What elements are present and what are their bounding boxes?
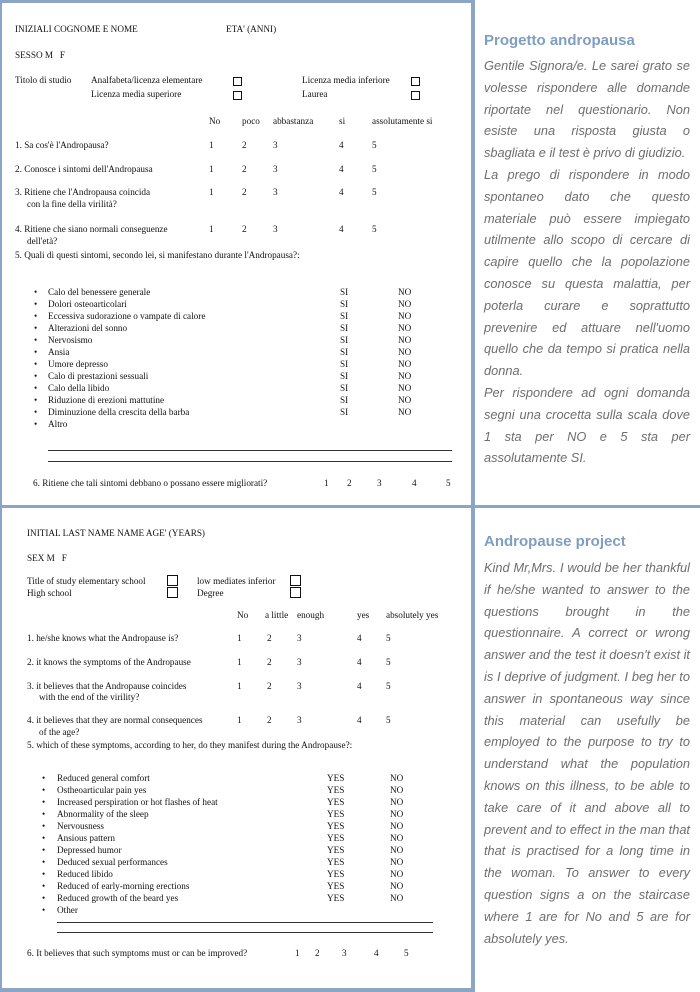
en-study-opt1-checkbox[interactable] bbox=[167, 575, 178, 586]
it-q4b: dell'età? bbox=[27, 236, 58, 246]
it-q2-opt3[interactable]: 3 bbox=[273, 164, 278, 174]
bullet-icon: • bbox=[42, 881, 46, 891]
it-q3-opt3[interactable]: 3 bbox=[273, 187, 278, 197]
it-q5: 5. Quali di questi sintomi, secondo lei, si manifestano durante l'Andropausa?: bbox=[15, 250, 300, 260]
bullet-icon: • bbox=[34, 419, 38, 429]
yes-option[interactable]: YES bbox=[327, 857, 345, 867]
bullet-icon: • bbox=[34, 323, 38, 333]
it-study-opt4: Laurea bbox=[302, 89, 328, 99]
en-scale-1: a little bbox=[265, 610, 289, 620]
side-it-paragraph-1: Gentile Signora/e. Le sarei grato se volesse rispondere alle domande riportate nel questionario. Non esiste una risposta giusta o sbagliata e il test è privo di giudizio. bbox=[484, 58, 690, 161]
en-scale-0: No bbox=[237, 610, 249, 620]
it-scale-0: No bbox=[209, 116, 221, 126]
yes-option[interactable]: YES bbox=[327, 773, 345, 783]
bullet-icon: • bbox=[34, 311, 38, 321]
bullet-icon: • bbox=[42, 821, 46, 831]
en-q2-opt4[interactable]: 4 bbox=[357, 657, 362, 667]
list-item: Depressed humor bbox=[57, 845, 122, 855]
en-study-opt3-checkbox[interactable] bbox=[167, 587, 178, 598]
bullet-icon: • bbox=[42, 905, 46, 915]
bullet-icon: • bbox=[42, 785, 46, 795]
list-item: Reduced growth of the beard yes bbox=[57, 893, 179, 903]
en-q1-opt4[interactable]: 4 bbox=[357, 633, 362, 643]
en-study-opt4: Degree bbox=[197, 588, 224, 598]
en-study-opt1: Title of study elementary school bbox=[27, 576, 146, 586]
it-study-opt4-checkbox[interactable] bbox=[411, 91, 420, 100]
it-q2-opt2[interactable]: 2 bbox=[242, 164, 247, 174]
it-q4-opt4[interactable]: 4 bbox=[339, 224, 344, 234]
it-scale-1: poco bbox=[242, 116, 260, 126]
frame-top-border bbox=[0, 0, 475, 3]
en-q6-opt1[interactable]: 1 bbox=[295, 948, 300, 958]
it-q4a: 4. Ritiene che siano normali conseguenze bbox=[15, 224, 168, 234]
list-item: Calo del benessere generale bbox=[48, 287, 151, 297]
en-other-line-1[interactable] bbox=[57, 922, 433, 923]
bullet-icon: • bbox=[42, 893, 46, 903]
no-option[interactable]: NO bbox=[398, 299, 412, 309]
yes-option[interactable]: YES bbox=[327, 785, 345, 795]
list-item: Dolori osteoarticolari bbox=[48, 299, 127, 309]
bullet-icon: • bbox=[42, 797, 46, 807]
no-option[interactable]: NO bbox=[398, 395, 412, 405]
en-q6-opt4[interactable]: 4 bbox=[374, 948, 379, 958]
en-other-line-2[interactable] bbox=[57, 932, 433, 933]
yes-option[interactable]: YES bbox=[327, 797, 345, 807]
no-option[interactable]: NO bbox=[398, 407, 412, 417]
en-q4b: of the age? bbox=[39, 727, 80, 737]
list-item: Ostheoarticular pain yes bbox=[57, 785, 147, 795]
yes-option[interactable]: YES bbox=[327, 893, 345, 903]
no-option[interactable]: NO bbox=[398, 383, 412, 393]
yes-option[interactable]: SI bbox=[340, 335, 349, 345]
it-q1: 1. Sa cos'è l'Andropausa? bbox=[15, 140, 109, 150]
list-item: Deduced sexual performances bbox=[57, 857, 168, 867]
it-other-line-2[interactable] bbox=[48, 461, 452, 462]
it-q3-opt2[interactable]: 2 bbox=[242, 187, 247, 197]
en-q1-opt1[interactable]: 1 bbox=[237, 633, 242, 643]
en-sex-label: SEX M F bbox=[27, 553, 67, 563]
en-q2: 2. it knows the symptoms of the Andropause bbox=[27, 657, 191, 667]
side-body-en bbox=[484, 557, 690, 949]
bullet-icon: • bbox=[42, 773, 46, 783]
en-study-opt2-checkbox[interactable] bbox=[290, 575, 301, 586]
frame-right-border bbox=[471, 0, 475, 992]
side-en-paragraph-1: Kind Mr,Mrs. I would be her thankful if he/she wanted to answer to the questions brought in the questionnaire. A correct or wrong answer and the test it doesn't exist it is I deprive of judgment. I beg her to answer in spontaneous way since this material can usefully be employed to the purpose to try to understand what the population knows on this illness, to be able to take care of it and above all to prevent and to effect in the man that that is practised for a long time in the woman. To answer to every question signs a on the staircase where 1 are for No and 5 are for absolutely yes. bbox=[484, 560, 690, 946]
list-item: Riduzione di erezioni mattutine bbox=[48, 395, 165, 405]
yes-option[interactable]: YES bbox=[327, 869, 345, 879]
it-q4-opt2[interactable]: 2 bbox=[242, 224, 247, 234]
it-scale-2: abbastanza bbox=[273, 116, 314, 126]
list-item: Abnormality of the sleep bbox=[57, 809, 149, 819]
it-q3-opt5[interactable]: 5 bbox=[372, 187, 377, 197]
list-item: Calo della libido bbox=[48, 383, 110, 393]
it-q1-opt3[interactable]: 3 bbox=[273, 140, 278, 150]
list-item: Eccessiva sudorazione o vampate di calore bbox=[48, 311, 206, 321]
list-item: Calo di prestazioni sessuali bbox=[48, 371, 149, 381]
it-q2-opt5[interactable]: 5 bbox=[372, 164, 377, 174]
bullet-icon: • bbox=[42, 845, 46, 855]
it-study-opt1-checkbox[interactable] bbox=[233, 77, 242, 86]
section-divider bbox=[0, 505, 700, 508]
en-q1-opt5[interactable]: 5 bbox=[386, 633, 391, 643]
it-sex-label: SESSO M F bbox=[15, 50, 66, 60]
it-q1-opt2[interactable]: 2 bbox=[242, 140, 247, 150]
bullet-icon: • bbox=[34, 359, 38, 369]
side-title-en: Andropause project bbox=[484, 533, 626, 550]
it-q2: 2. Conosce i sintomi dell'Andropausa bbox=[15, 164, 153, 174]
en-q2-opt5[interactable]: 5 bbox=[386, 657, 391, 667]
bullet-icon: • bbox=[34, 383, 38, 393]
it-q2-opt1[interactable]: 1 bbox=[209, 164, 214, 174]
no-option[interactable]: NO bbox=[390, 797, 404, 807]
it-q4-opt1[interactable]: 1 bbox=[209, 224, 214, 234]
yes-option[interactable]: SI bbox=[340, 347, 349, 357]
no-option[interactable]: NO bbox=[390, 845, 404, 855]
en-q6: 6. It believes that such symptoms must or can be improved? bbox=[27, 948, 248, 958]
en-scale-2: enough bbox=[297, 610, 325, 620]
no-option[interactable]: NO bbox=[390, 785, 404, 795]
yes-option[interactable]: SI bbox=[340, 299, 349, 309]
en-q4-opt3[interactable]: 3 bbox=[297, 715, 302, 725]
en-scale-3: yes bbox=[357, 610, 370, 620]
en-q3-opt2[interactable]: 2 bbox=[267, 681, 272, 691]
list-item: Umore depresso bbox=[48, 359, 108, 369]
yes-option[interactable]: SI bbox=[340, 383, 349, 393]
no-option[interactable]: NO bbox=[390, 833, 404, 843]
yes-option[interactable]: SI bbox=[340, 371, 349, 381]
no-option[interactable]: NO bbox=[390, 773, 404, 783]
yes-option[interactable]: SI bbox=[340, 359, 349, 369]
no-option[interactable]: NO bbox=[398, 287, 412, 297]
it-q3a: 3. Ritiene che l'Andropausa coincida bbox=[15, 187, 151, 197]
bullet-icon: • bbox=[42, 857, 46, 867]
en-q1-opt3[interactable]: 3 bbox=[297, 633, 302, 643]
list-item: Nervousness bbox=[57, 821, 104, 831]
en-q4-opt4[interactable]: 4 bbox=[357, 715, 362, 725]
list-item: Diminuzione della crescita della barba bbox=[48, 407, 190, 417]
en-study-opt2: low mediates inferior bbox=[197, 576, 276, 586]
no-option[interactable]: NO bbox=[390, 893, 404, 903]
no-option[interactable]: NO bbox=[398, 335, 412, 345]
it-name-line: INIZIALI COGNOME E NOME bbox=[15, 24, 138, 34]
it-q6-opt5[interactable]: 5 bbox=[446, 478, 451, 488]
it-q6-opt1[interactable]: 1 bbox=[324, 478, 329, 488]
list-item: Increased perspiration or hot flashes of heat bbox=[57, 797, 218, 807]
it-study-opt3-checkbox[interactable] bbox=[233, 91, 242, 100]
it-q3b: con la fine della virilità? bbox=[27, 199, 117, 209]
en-q6-opt2[interactable]: 2 bbox=[315, 948, 320, 958]
list-item: Ansious pattern bbox=[57, 833, 115, 843]
list-item: Reduced general comfort bbox=[57, 773, 150, 783]
list-item: Alterazioni del sonno bbox=[48, 323, 128, 333]
bullet-icon: • bbox=[34, 371, 38, 381]
bullet-icon: • bbox=[42, 833, 46, 843]
no-option[interactable]: NO bbox=[398, 371, 412, 381]
yes-option[interactable]: YES bbox=[327, 809, 345, 819]
it-q6-opt4[interactable]: 4 bbox=[412, 478, 417, 488]
no-option[interactable]: NO bbox=[390, 809, 404, 819]
list-item: Other bbox=[57, 905, 78, 915]
en-q3-opt3[interactable]: 3 bbox=[297, 681, 302, 691]
en-name-line: INITIAL LAST NAME NAME AGE' (YEARS) bbox=[27, 528, 205, 538]
en-q1-opt2[interactable]: 2 bbox=[267, 633, 272, 643]
en-q4-opt2[interactable]: 2 bbox=[267, 715, 272, 725]
bullet-icon: • bbox=[34, 287, 38, 297]
frame-left-border bbox=[0, 0, 2, 992]
no-option[interactable]: NO bbox=[390, 881, 404, 891]
no-option[interactable]: NO bbox=[398, 359, 412, 369]
en-scale-4: absolutely yes bbox=[386, 610, 439, 620]
it-q2-opt4[interactable]: 4 bbox=[339, 164, 344, 174]
yes-option[interactable]: SI bbox=[340, 311, 349, 321]
it-q1-opt4[interactable]: 4 bbox=[339, 140, 344, 150]
en-q5: 5. which of these symptoms, according to her, do they manifest during the Andropause?: bbox=[27, 740, 353, 750]
bullet-icon: • bbox=[42, 809, 46, 819]
list-item: Nervosismo bbox=[48, 335, 93, 345]
bullet-icon: • bbox=[34, 395, 38, 405]
yes-option[interactable]: SI bbox=[340, 323, 349, 333]
it-q6-opt3[interactable]: 3 bbox=[377, 478, 382, 488]
it-study-opt2-checkbox[interactable] bbox=[411, 77, 420, 86]
no-option[interactable]: NO bbox=[390, 821, 404, 831]
no-option[interactable]: NO bbox=[390, 857, 404, 867]
yes-option[interactable]: SI bbox=[340, 407, 349, 417]
en-q4a: 4. it believes that they are normal consequences bbox=[27, 715, 203, 725]
it-scale-4: assolutamente si bbox=[372, 116, 433, 126]
it-q1-opt1[interactable]: 1 bbox=[209, 140, 214, 150]
bullet-icon: • bbox=[34, 347, 38, 357]
en-study-opt4-checkbox[interactable] bbox=[290, 587, 301, 598]
side-it-paragraph-2: La prego di rispondere in modo spontaneo dato che questo materiale può essere impiegato utilmente allo scopo di cercare di capire quello che la popolazione conosce su questa malattia, per poterla curare e soprattutto prevenire ed attuare nell'uomo quello che da tempo si pratica nella donna. bbox=[484, 166, 690, 379]
no-option[interactable]: NO bbox=[398, 311, 412, 321]
yes-option[interactable]: YES bbox=[327, 821, 345, 831]
no-option[interactable]: NO bbox=[390, 869, 404, 879]
yes-option[interactable]: SI bbox=[340, 287, 349, 297]
en-q6-opt3[interactable]: 3 bbox=[342, 948, 347, 958]
frame-bottom-border bbox=[0, 988, 475, 992]
it-q3-opt4[interactable]: 4 bbox=[339, 187, 344, 197]
it-study-opt3: Licenza media superiore bbox=[91, 89, 182, 99]
yes-option[interactable]: SI bbox=[340, 395, 349, 405]
it-q4-opt5[interactable]: 5 bbox=[372, 224, 377, 234]
bullet-icon: • bbox=[34, 335, 38, 345]
en-q3b: with the end of the virility? bbox=[39, 692, 140, 702]
it-study-opt1: Analfabeta/licenza elementare bbox=[91, 75, 203, 85]
no-option[interactable]: NO bbox=[398, 347, 412, 357]
en-q3-opt4[interactable]: 4 bbox=[357, 681, 362, 691]
en-q1: 1. he/she knows what the Andropause is? bbox=[27, 633, 179, 643]
en-q3-opt5[interactable]: 5 bbox=[386, 681, 391, 691]
en-q3-opt1[interactable]: 1 bbox=[237, 681, 242, 691]
it-study-label: Titolo di studio bbox=[15, 75, 72, 85]
en-q2-opt1[interactable]: 1 bbox=[237, 657, 242, 667]
side-it-paragraph-3: Per rispondere ad ogni domanda segni una crocetta sulla scala dove 1 sta per NO e 5 sta per assolutamente SI. bbox=[484, 384, 690, 466]
it-q4-opt3[interactable]: 3 bbox=[273, 224, 278, 234]
it-q6-opt2[interactable]: 2 bbox=[347, 478, 352, 488]
list-item: Reduced of early-morning erections bbox=[57, 881, 190, 891]
it-scale-3: si bbox=[339, 116, 346, 126]
list-item: Altro bbox=[48, 419, 68, 429]
en-study-opt3: High school bbox=[27, 588, 72, 598]
list-item: Reduced libido bbox=[57, 869, 113, 879]
yes-option[interactable]: YES bbox=[327, 881, 345, 891]
side-title-it: Progetto andropausa bbox=[484, 32, 635, 49]
no-option[interactable]: NO bbox=[398, 323, 412, 333]
bullet-icon: • bbox=[42, 869, 46, 879]
yes-option[interactable]: YES bbox=[327, 845, 345, 855]
bullet-icon: • bbox=[34, 299, 38, 309]
en-q2-opt3[interactable]: 3 bbox=[297, 657, 302, 667]
en-q6-opt5[interactable]: 5 bbox=[404, 948, 409, 958]
en-q4-opt5[interactable]: 5 bbox=[386, 715, 391, 725]
it-study-opt2: Licenza media inferiore bbox=[302, 75, 390, 85]
bullet-icon: • bbox=[34, 407, 38, 417]
list-item: Ansia bbox=[48, 347, 70, 357]
side-body-it bbox=[484, 55, 690, 469]
en-q2-opt2[interactable]: 2 bbox=[267, 657, 272, 667]
yes-option[interactable]: YES bbox=[327, 833, 345, 843]
it-other-line-1[interactable] bbox=[48, 450, 452, 451]
it-q6: 6. Ritiene che tali sintomi debbano o possano essere migliorati? bbox=[33, 478, 268, 488]
it-q1-opt5[interactable]: 5 bbox=[372, 140, 377, 150]
en-q3a: 3. it believes that the Andropause coincides bbox=[27, 681, 187, 691]
it-age-label: ETA' (ANNI) bbox=[226, 24, 277, 34]
it-q3-opt1[interactable]: 1 bbox=[209, 187, 214, 197]
en-q4-opt1[interactable]: 1 bbox=[237, 715, 242, 725]
